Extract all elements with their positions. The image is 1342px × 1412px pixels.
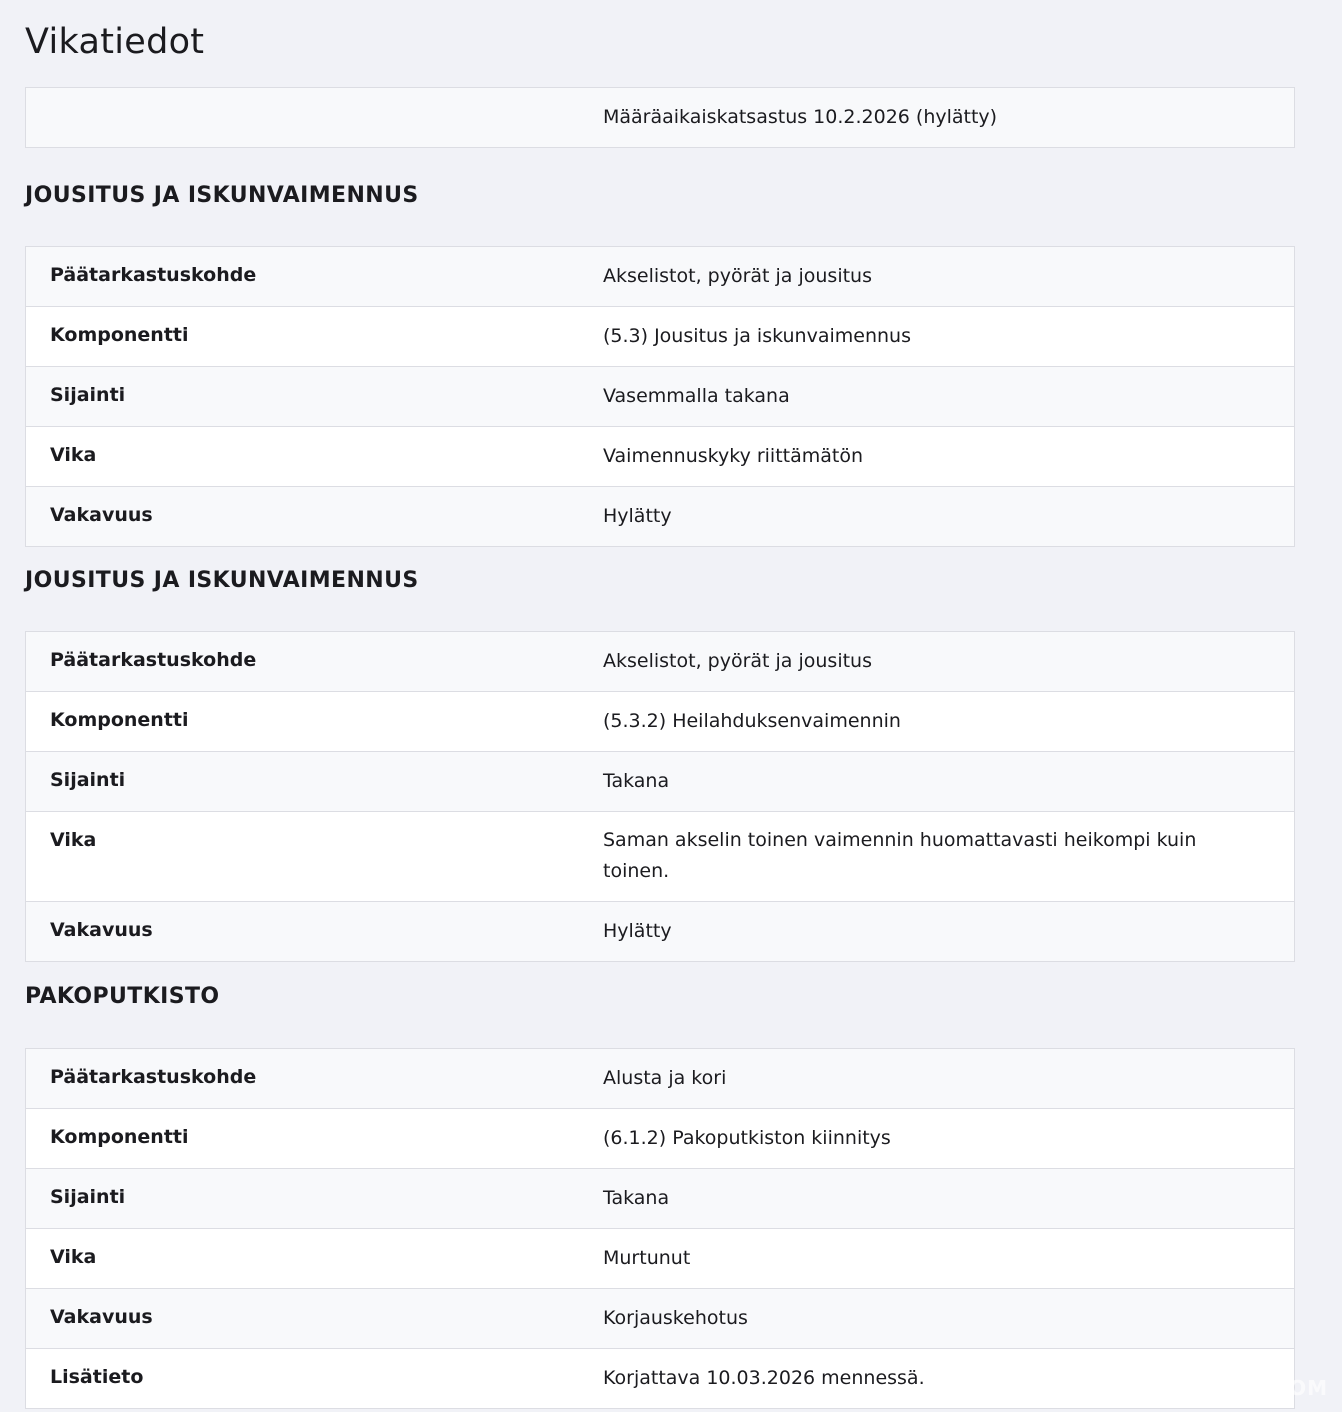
row-label: Päätarkastuskohde	[50, 649, 257, 671]
table-row	[26, 811, 1294, 901]
row-label: Vakavuus	[50, 1306, 153, 1328]
watermark: OSTOHAAVI.COM	[1124, 1376, 1328, 1400]
row-label: Sijainti	[50, 384, 126, 406]
section-heading-3: PAKOPUTKISTO	[25, 984, 220, 1009]
table-row	[26, 1049, 1294, 1108]
table-row	[26, 486, 1294, 546]
row-value: Akselistot, pyörät ja jousitus	[603, 265, 872, 287]
section-heading-2: JOUSITUS JA ISKUNVAIMENNUS	[25, 568, 419, 593]
fault-card-2	[25, 631, 1295, 962]
row-label: Komponentti	[50, 1126, 189, 1148]
row-value: Akselistot, pyörät ja jousitus	[603, 650, 872, 672]
inspection-label	[26, 88, 603, 147]
inspection-card	[25, 87, 1295, 148]
row-value: (5.3) Jousitus ja iskunvaimennus	[603, 325, 911, 347]
table-row	[26, 1288, 1294, 1348]
row-label: Sijainti	[50, 769, 126, 791]
table-row	[26, 632, 1294, 691]
row-value: Takana	[603, 1187, 670, 1209]
fault-card-3	[25, 1048, 1295, 1409]
table-row	[26, 1168, 1294, 1228]
row-value: Korjauskehotus	[603, 1307, 748, 1329]
row-label: Komponentti	[50, 324, 189, 346]
row-label: Vika	[50, 1246, 97, 1268]
table-row	[26, 1228, 1294, 1288]
row-label: Vakavuus	[50, 504, 153, 526]
row-label: Vakavuus	[50, 919, 153, 941]
row-label: Vika	[50, 444, 97, 466]
inspection-row	[26, 88, 1294, 147]
row-value: Vasemmalla takana	[603, 385, 790, 407]
row-value: Murtunut	[603, 1247, 691, 1269]
page-title: Vikatiedot	[25, 22, 205, 62]
row-value: (5.3.2) Heilahduksenvaimennin	[603, 710, 901, 732]
table-row	[26, 366, 1294, 426]
table-row	[26, 1108, 1294, 1168]
table-row	[26, 426, 1294, 486]
fault-card-1	[25, 246, 1295, 547]
table-row	[26, 306, 1294, 366]
table-row	[26, 751, 1294, 811]
table-row	[26, 1348, 1294, 1408]
row-label: Lisätieto	[50, 1366, 144, 1388]
row-label: Komponentti	[50, 709, 189, 731]
table-row	[26, 691, 1294, 751]
row-value: Saman akselin toinen vaimennin huomattavasti heikompi kuin toinen.	[603, 829, 1197, 882]
row-value: Takana	[603, 770, 670, 792]
table-row	[26, 247, 1294, 306]
section-heading-1: JOUSITUS JA ISKUNVAIMENNUS	[25, 183, 419, 208]
row-value: Hylätty	[603, 505, 672, 527]
row-value: Vaimennuskyky riittämätön	[603, 445, 864, 467]
row-label: Päätarkastuskohde	[50, 1066, 257, 1088]
row-value: Hylätty	[603, 920, 672, 942]
row-label: Sijainti	[50, 1186, 126, 1208]
table-row	[26, 901, 1294, 961]
row-label: Vika	[50, 829, 97, 851]
row-label: Päätarkastuskohde	[50, 264, 257, 286]
row-value: (6.1.2) Pakoputkiston kiinnitys	[603, 1127, 891, 1149]
inspection-value: Määräaikaiskatsastus 10.2.2026 (hylätty)	[603, 106, 998, 128]
row-value: Alusta ja kori	[603, 1067, 727, 1089]
row-value: Korjattava 10.03.2026 mennessä.	[603, 1367, 925, 1389]
